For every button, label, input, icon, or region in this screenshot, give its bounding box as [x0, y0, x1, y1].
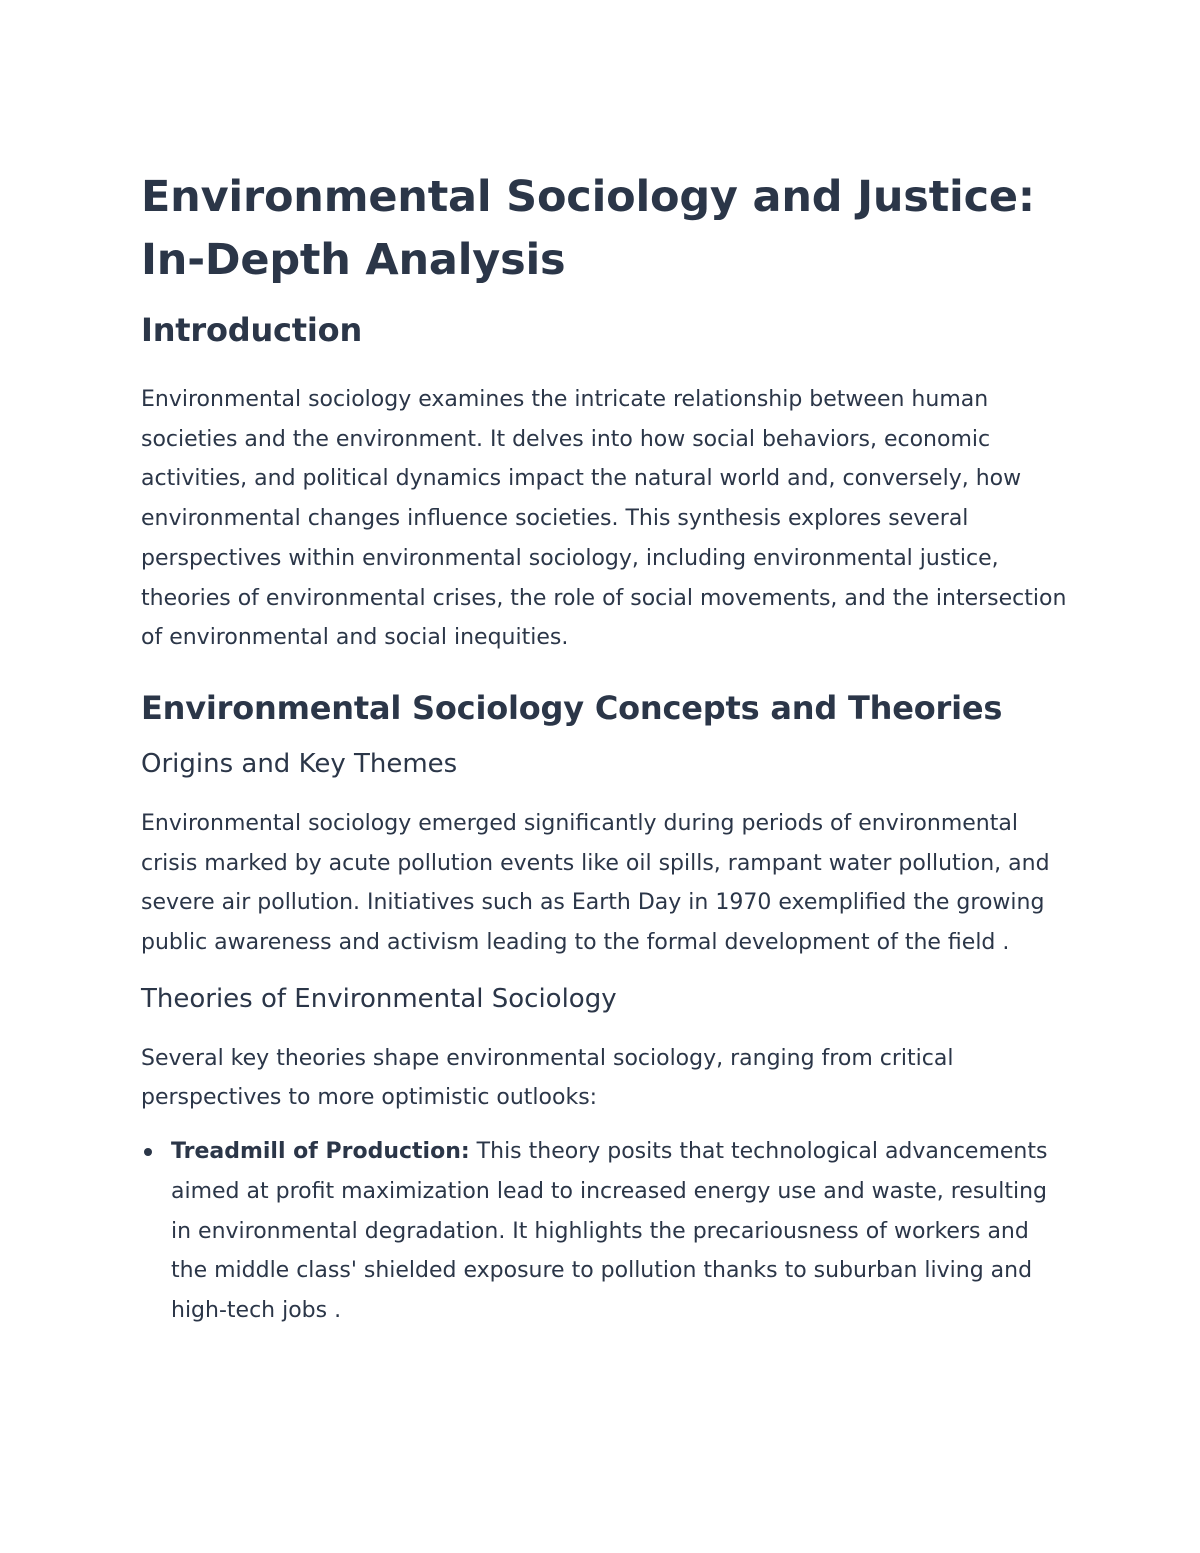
- list-item-term: Treadmill of Production:: [171, 1139, 470, 1165]
- introduction-paragraph: Environmental sociology examines the intricate relationship between human societies and the environment. It delves into how social behaviors, economic activities, and political dynamics impact the natural world and, conversely, how environmental changes influence societies. This synthesis explores several perspectives within environmental sociology, including environmental justice, theories of environmental crises, the role of social movements, and the intersection of environmental and social inequities.: [141, 387, 1067, 651]
- concepts-heading: Environmental Sociology Concepts and Theories: [141, 688, 1003, 727]
- theories-list: [141, 1132, 1071, 1331]
- theories-paragraph: Several key theories shape environmental sociology, ranging from critical perspectives to more optimistic outlooks:: [141, 1045, 954, 1111]
- document-page: [141, 166, 1071, 1331]
- origins-paragraph: Environmental sociology emerged significantly during periods of environmental crisis marked by acute pollution events like oil spills, rampant water pollution, and severe air pollution. Initiatives such as Earth Day in 1970 exemplified the growing public awareness and activism leading to the formal development of the field .: [141, 810, 1050, 956]
- list-item: [141, 1132, 1071, 1331]
- document-title-line-1: Environmental Sociology and Justice:: [141, 172, 1035, 222]
- origins-heading: Origins and Key Themes: [141, 748, 458, 779]
- bullet-icon: [144, 1148, 152, 1156]
- list-item-text: This theory posits that technological advancements aimed at profit maximization lead to increased energy use and waste, resulting in environmental degradation. It highlights the precariousness of workers and the middle class' shielded exposure to pollution thanks to suburban living and high-tech jobs .: [171, 1139, 1048, 1323]
- theories-heading: Theories of Environmental Sociology: [141, 983, 617, 1014]
- document-title-line-2: In-Depth Analysis: [141, 235, 566, 285]
- introduction-heading: Introduction: [141, 311, 363, 349]
- document-title: [141, 166, 1071, 292]
